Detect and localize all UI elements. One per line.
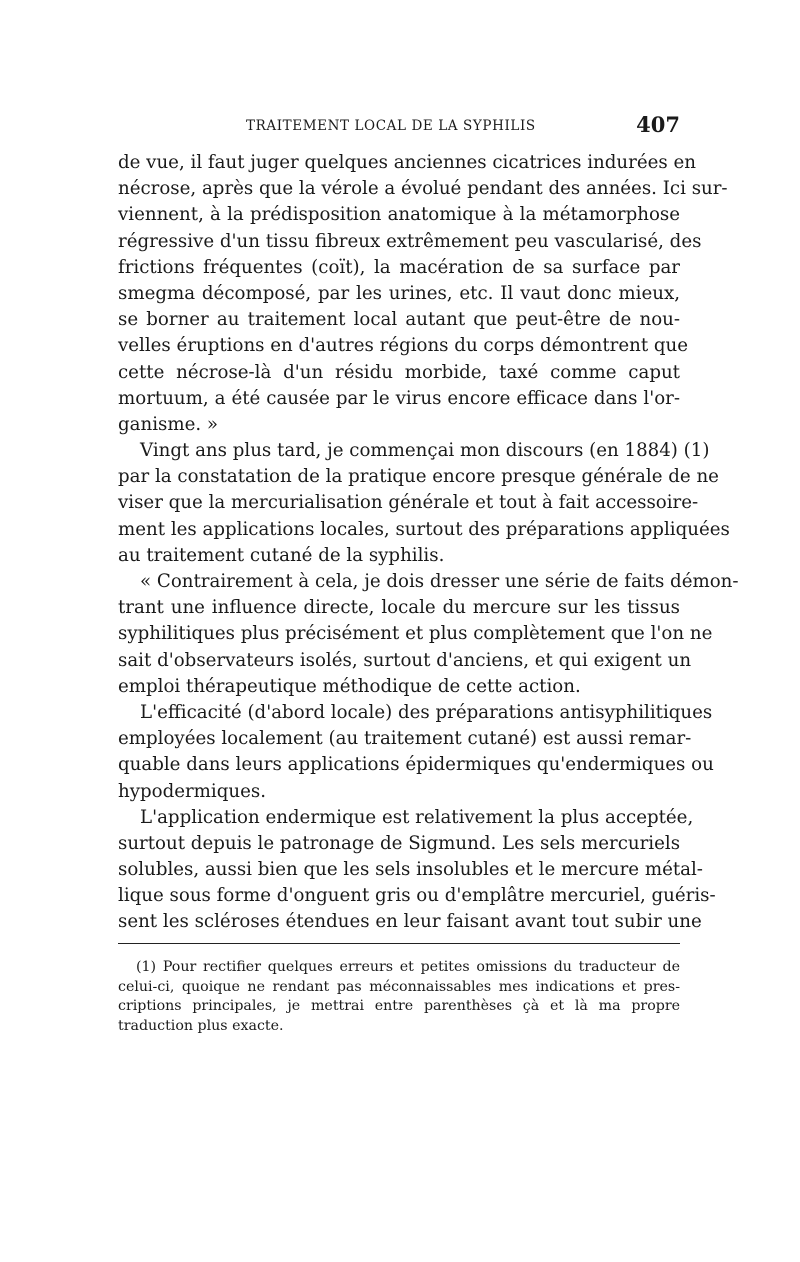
text-line: trant une influence directe, locale du mercure sur les tissus [118, 597, 680, 619]
text-line: sait d'observateurs isolés, surtout d'anciens, et qui exigent un [118, 649, 692, 671]
text-line: ment les applications locales, surtout des préparations appliquées [118, 518, 730, 540]
footnote-divider [118, 943, 680, 944]
text-line: par la constatation de la pratique encore presque générale de ne [118, 466, 719, 488]
text-line: surtout depuis le patronage de Sigmund. Les sels mercuriels [118, 832, 681, 854]
text-line: smegma décomposé, par les urines, etc. Il vaut donc mieux, [118, 282, 680, 304]
text-line: L'efficacité (d'abord locale) des préparations antisyphilitiques [140, 701, 713, 723]
page-number: 407 [636, 112, 680, 137]
text-line: viser que la mercurialisation générale et tout à fait accessoire- [118, 492, 699, 514]
text-line: frictions fréquentes (coït), la macération de sa surface par [118, 256, 680, 278]
footnote-line: celui-ci, quoique ne rendant pas méconnaissables mes indications et pres- [118, 978, 680, 995]
text-line: L'application endermique est relativement la plus acceptée, [140, 806, 694, 828]
text-line: de vue, il faut juger quelques anciennes cicatrices indurées en [118, 152, 696, 173]
text-line: sent les scléroses étendues en leur faisant avant tout subir une [118, 911, 702, 933]
text-line: nécrose, après que la vérole a évolué pendant des années. Ici sur- [118, 178, 728, 200]
text-line: hypodermiques. [118, 780, 266, 802]
footnote [118, 958, 680, 1036]
footnote-line: criptions principales, je mettrai entre parenthèses çà et là ma propre [118, 998, 680, 1014]
text-line: employées localement (au traitement cutané) est aussi remar- [118, 728, 692, 750]
running-head: TRAITEMENT LOCAL DE LA SYPHILIS [246, 118, 536, 134]
text-line: régressive d'un tissu fibreux extrêmement peu vascularisé, des [118, 230, 702, 252]
body-text [118, 150, 739, 936]
text-line: velles éruptions en d'autres régions du corps démontrent que [118, 335, 689, 357]
text-line: viennent, à la prédisposition anatomique à la métamorphose [118, 204, 680, 226]
text-line: se borner au traitement local autant que peut-être de nou- [118, 309, 680, 331]
footnote-line: traduction plus exacte. [118, 1017, 284, 1034]
text-line: syphilitiques plus précisément et plus complètement que l'on ne [118, 623, 713, 645]
text-line: quable dans leurs applications épidermiques qu'endermiques ou [118, 754, 714, 776]
page-header [118, 112, 680, 142]
text-line: Vingt ans plus tard, je commençai mon discours (en 1884) (1) [140, 440, 710, 462]
text-line: lique sous forme d'onguent gris ou d'emplâtre mercuriel, guéris- [118, 885, 716, 907]
text-line: cette nécrose-là d'un résidu morbide, taxé comme caput [118, 361, 680, 383]
text-line: « Contrairement à cela, je dois dresser une série de faits démon- [140, 571, 739, 592]
text-line: solubles, aussi bien que les sels insolubles et le mercure métal- [118, 859, 703, 881]
text-line: emploi thérapeutique méthodique de cette action. [118, 675, 581, 697]
text-line: au traitement cutané de la syphilis. [118, 544, 445, 566]
text-line: mortuum, a été causée par le virus encore efficace dans l'or- [118, 387, 680, 409]
footnote-line: (1) Pour rectifier quelques erreurs et petites omissions du traducteur de [136, 959, 680, 975]
text-line: ganisme. » [118, 413, 219, 435]
